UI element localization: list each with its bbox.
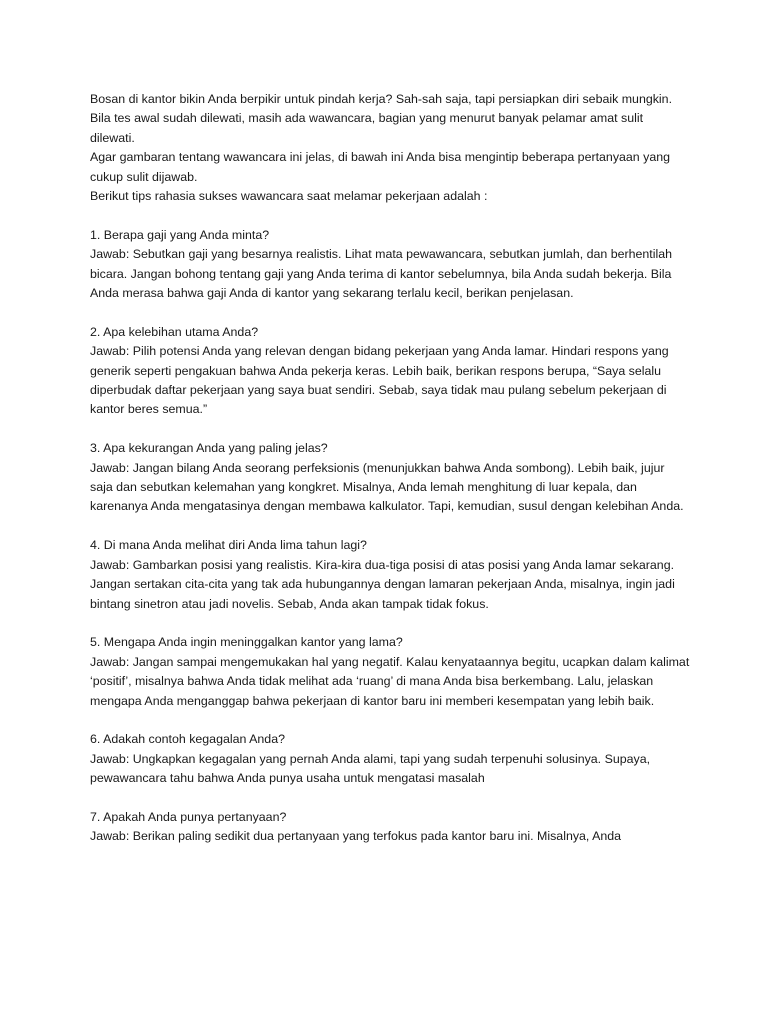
section-spacer: [90, 614, 690, 633]
intro-paragraph-1: Bosan di kantor bikin Anda berpikir untuk pindah kerja? Sah-sah saja, tapi persiapkan diri sebaik mungkin.: [90, 92, 673, 106]
intro-paragraph-2: Bila tes awal sudah dilewati, masih ada wawancara, bagian yang menurut banyak pelamar amat sulit dilewati.: [90, 111, 644, 145]
document-page: [90, 90, 690, 847]
question-4: 4. Di mana Anda melihat diri Anda lima tahun lagi?: [90, 538, 367, 553]
question-2: 2. Apa kelebihan utama Anda?: [90, 324, 259, 339]
section-spacer: [90, 303, 690, 322]
section-spacer: [90, 789, 690, 808]
question-1: 1. Berapa gaji yang Anda minta?: [90, 227, 270, 242]
answer-7: Jawab: Berikan paling sedikit dua pertanyaan yang terfokus pada kantor baru ini. Misalnya, Anda: [90, 829, 622, 844]
section-spacer: [90, 517, 690, 536]
answer-2: Jawab: Pilih potensi Anda yang relevan dengan bidang pekerjaan yang Anda lamar. Hindari respons yang generik seperti pengakuan bahwa Anda pekerja keras. Lebih baik, berikan respons berupa, “Saya selalu diperbudak daftar pekerjaan yang saya buat sendiri. Sebab, saya tidak mau pulang sebelum pekerjaan di kantor beres semua.”: [90, 344, 669, 417]
question-7: 7. Apakah Anda punya pertanyaan?: [90, 809, 287, 824]
intro-paragraph-3: Agar gambaran tentang wawancara ini jelas, di bawah ini Anda bisa mengintip beberapa pertanyaan yang cukup sulit dijawab.: [90, 150, 670, 184]
answer-6: Jawab: Ungkapkan kegagalan yang pernah Anda alami, tapi yang sudah terpenuhi solusinya. Supaya, pewawancara tahu bahwa Anda punya usaha untuk mengatasi masalah: [90, 751, 651, 786]
question-6: 6. Adakah contoh kegagalan Anda?: [90, 732, 285, 747]
intro-paragraph-4: Berikut tips rahasia sukses wawancara saat melamar pekerjaan adalah :: [90, 189, 488, 204]
question-3: 3. Apa kekurangan Anda yang paling jelas?: [90, 441, 328, 456]
section-spacer: [90, 206, 690, 225]
section-spacer: [90, 711, 690, 730]
answer-4: Jawab: Gambarkan posisi yang realistis. Kira-kira dua-tiga posisi di atas posisi yang Anda lamar sekarang. Jangan sertakan cita-cita yang tak ada hubungannya dengan lamaran pekerjaan Anda, misalnya, ingin jadi bintang sinetron atau jadi novelis. Sebab, Anda akan tampak tidak fokus.: [90, 557, 675, 611]
answer-3: Jawab: Jangan bilang Anda seorang perfeksionis (menunjukkan bahwa Anda sombong). Lebih baik, jujur saja dan sebutkan kelemahan yang kongkret. Misalnya, Anda lemah menghitung di luar kepala, dan karenanya Anda mengatasinya dengan membawa kalkulator. Tapi, kemudian, susul dengan kelebihan Anda.: [90, 460, 684, 514]
answer-1: Jawab: Sebutkan gaji yang besarnya realistis. Lihat mata pewawancara, sebutkan jumlah, dan berhentilah bicara. Jangan bohong tentang gaji yang Anda terima di kantor sebelumnya, bila Anda sudah bekerja. Bila Anda merasa bahwa gaji Anda di kantor yang sekarang terlalu kecil, berikan penjelasan.: [90, 247, 673, 301]
question-5: 5. Mengapa Anda ingin meninggalkan kantor yang lama?: [90, 635, 403, 650]
section-spacer: [90, 420, 690, 439]
answer-5: Jawab: Jangan sampai mengemukakan hal yang negatif. Kalau kenyataannya begitu, ucapkan dalam kalimat ‘positif’, misalnya bahwa Anda tidak melihat ada ‘ruang’ di mana Anda bisa berkembang. Lalu, jelaskan mengapa Anda menganggap bahwa pekerjaan di kantor baru ini memberi kesempatan yang lebih baik.: [90, 654, 690, 708]
